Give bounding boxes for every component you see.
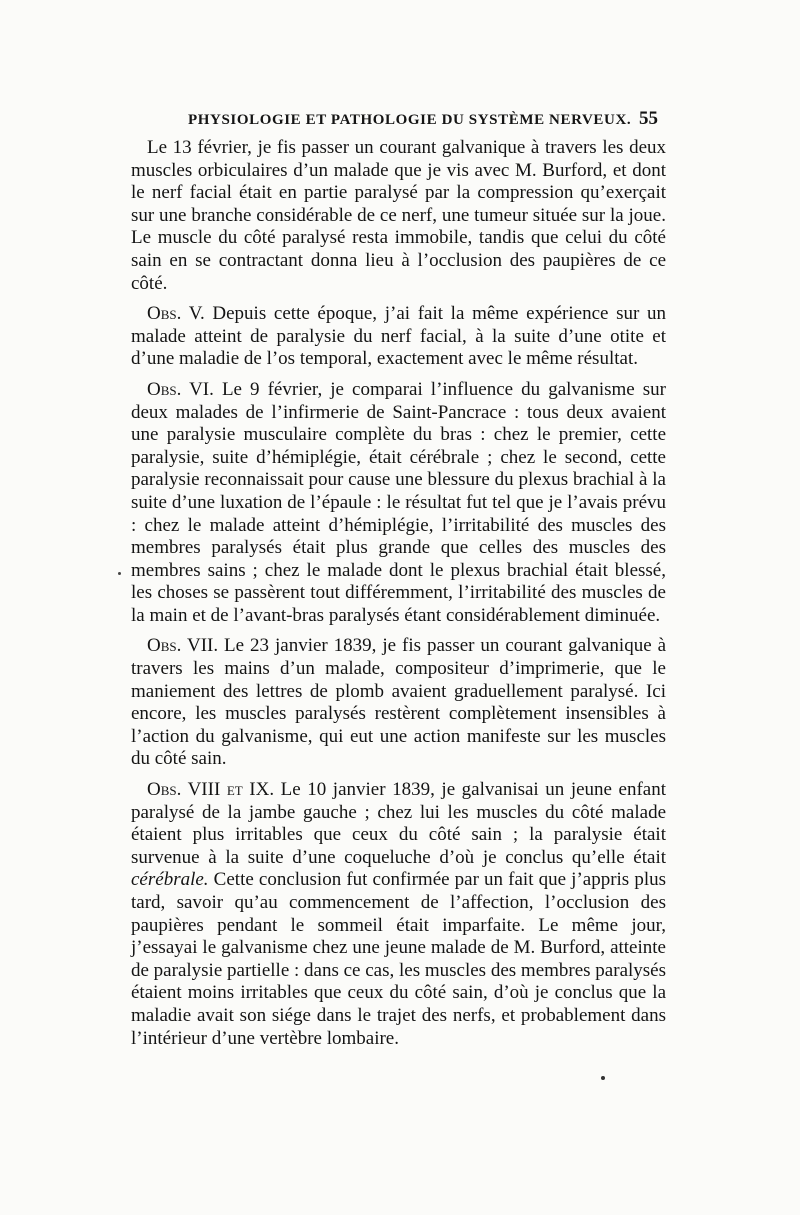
observation-label: Obs. VIII et IX. [147, 779, 275, 801]
paragraph-text: Le 23 janvier 1839, je fis passer un courant galvanique à travers les mains d’un malade, compositeur d’imprimerie, que le maniement des lettres de plomb avaient graduellement paralysé. Ici encore, les muscles paralysés restèrent complètement insensibles à l’action du galvanisme, qui eut une action manifeste sur les muscles du côté sain. [131, 635, 667, 770]
ink-dot [601, 1076, 605, 1080]
paragraph-obs-viii-ix [131, 779, 666, 1050]
margin-dot [118, 572, 121, 575]
paragraph-obs-vii [131, 635, 666, 771]
paragraph-italic-text: cérébrale. [131, 869, 209, 891]
paragraph-text: Le 13 février, je fis passer un courant galvanique à travers les deux muscles orbiculaires d’un malade que je vis avec M. Burford, et dont le nerf facial était en partie paralysé par la compression qu’exerçait sur une branche considérable de ce nerf, une tumeur située sur la joue. Le muscle du côté paralysé resta immobile, tandis que celui du côté sain en se contractant donna lieu à l’occlusion des paupières de ce côté. [131, 137, 666, 294]
paragraph-text: Le 10 janvier 1839, je galvanisai un jeune enfant paralysé de la jambe gauche ; chez lui les muscles du côté malade étaient plus irritables que ceux du côté sain ; la paralysie était survenue à la suite d’une coqueluche d’où je conclus qu’elle était [131, 779, 666, 868]
observation-label: Obs. VII. [147, 635, 219, 657]
page-header [188, 108, 658, 138]
paragraph-intro [131, 137, 666, 295]
paragraph-obs-vi [131, 379, 666, 628]
paragraph-text: Le 9 février, je comparai l’influence du galvanisme sur deux malades de l’infirmerie de Saint-Pancrace : tous deux avaient une paralysie musculaire complète du bras : chez le premier, cette paralysie, suite d’hémiplégie, était cérébrale ; chez le second, cette paralysie reconnaissait pour cause une blessure du plexus brachial à la suite d’une luxation de l’épaule : le résultat fut tel que je l’avais prévu : chez le malade atteint d’hémiplégie, l’irritabilité des muscles des membres paralysés était plus grande que celles des muscles des membres sains ; chez le malade dont le plexus brachial était blessé, les choses se passèrent tout différemment, l’irritabilité des muscles de la main et de l’avant-bras paralysés étant considérablement diminuée. [131, 378, 667, 626]
page-number: 55 [639, 108, 658, 129]
paragraph-text: Depuis cette époque, j’ai fait la même expérience sur un malade atteint de paralysie du nerf facial, à la suite d’une otite et d’une maladie de l’os temporal, exactement avec le même résultat. [131, 303, 666, 370]
running-title: PHYSIOLOGIE ET PATHOLOGIE DU SYSTÈME NERVEUX. [188, 112, 632, 128]
paragraph-text: Cette conclusion fut confirmée par un fait que j’appris plus tard, savoir qu’au commencement de l’affection, l’occlusion des paupières pendant le sommeil était imparfaite. Le même jour, j’essayai le galvanisme chez une jeune malade de M. Burford, atteinte de paralysie partielle : dans ce cas, les muscles des membres paralysés étaient moins irritables que ceux du côté sain, d’où je conclus que la maladie avait son siége dans le trajet des nerfs, et probablement dans l’intérieur d’une vertèbre lombaire. [131, 869, 666, 1049]
observation-label: Obs. V. [147, 303, 205, 325]
body-text [131, 137, 666, 1058]
paragraph-obs-v [131, 303, 666, 371]
observation-label: Obs. VI. [147, 378, 214, 400]
